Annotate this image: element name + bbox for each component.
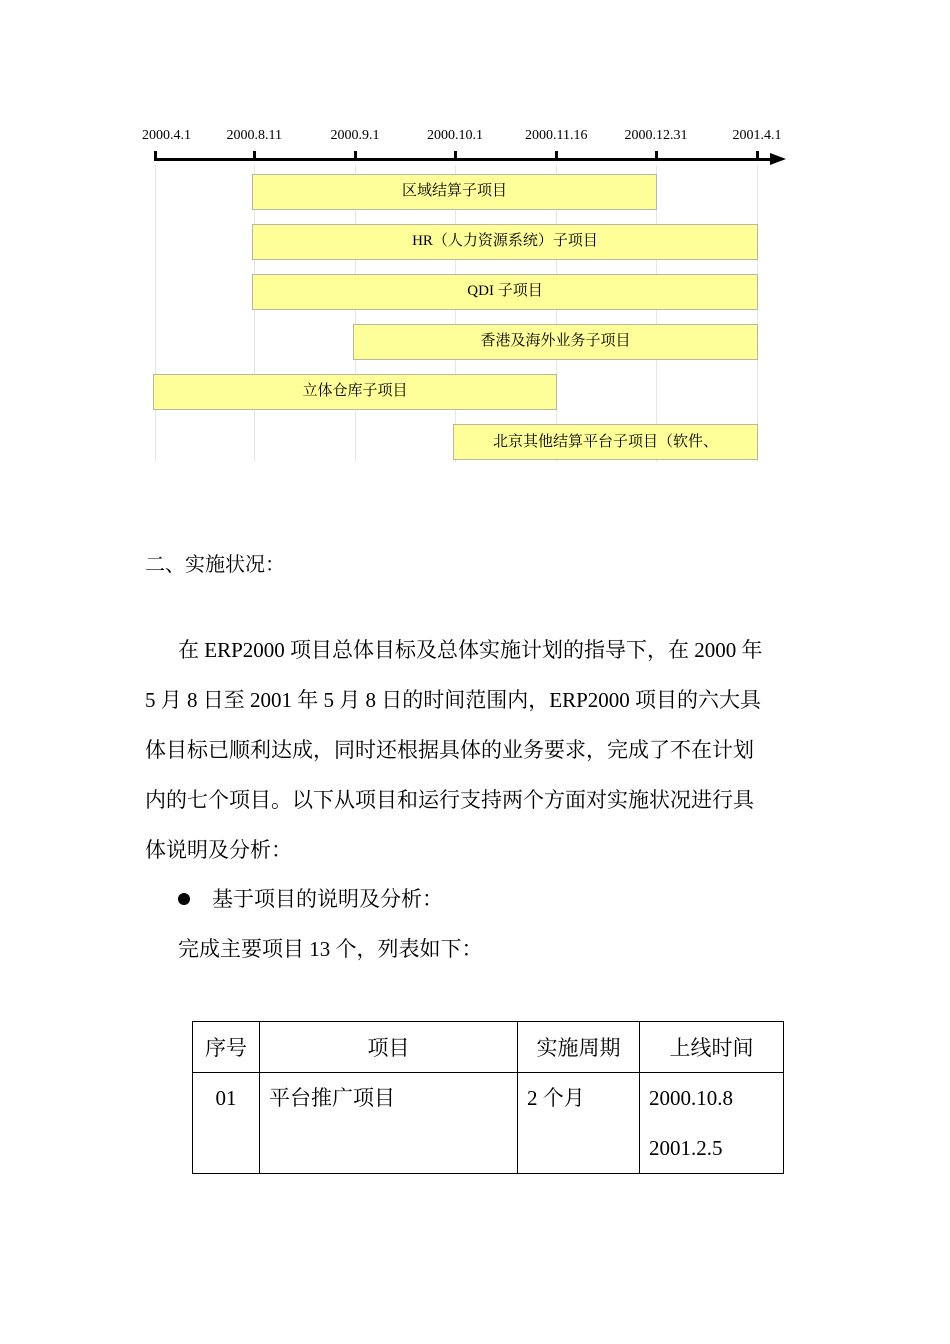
gantt-bar: 立体仓库子项目 (153, 374, 557, 410)
timeline-tick (756, 151, 759, 161)
timeline-axis (155, 158, 771, 161)
grid-line (757, 165, 758, 462)
section-heading: 二、实施状况： (145, 552, 285, 576)
cell-period: 2 个月 (518, 1073, 640, 1174)
timeline-tick (454, 151, 457, 161)
gantt-bar: 北京其他结算平台子项目（软件、 (453, 424, 758, 460)
project-table (192, 1021, 784, 1174)
gantt-bar: 区域结算子项目 (252, 174, 657, 210)
gantt-chart (0, 0, 950, 480)
paragraph-line: 体说明及分析： (145, 838, 292, 862)
summary-line: 完成主要项目 13 个，列表如下： (178, 937, 483, 961)
timeline-date-label: 2000.8.11 (226, 128, 282, 143)
timeline-arrow-icon (770, 153, 786, 165)
paragraph-line: 体目标已顺利达成，同时还根据具体的业务要求，完成了不在计划 (145, 738, 754, 762)
timeline-tick (154, 151, 157, 161)
table-row (193, 1073, 784, 1174)
paragraph-line: 5 月 8 日至 2001 年 5 月 8 日的时间范围内，ERP2000 项目的六大具 (145, 688, 762, 712)
timeline-tick (555, 151, 558, 161)
timeline-date-label: 2001.4.1 (732, 128, 782, 143)
paragraph-line: 内的七个项目。以下从项目和运行支持两个方面对实施状况进行具 (145, 788, 754, 812)
timeline-tick (655, 151, 658, 161)
paragraph-line: 在 ERP2000 项目总体目标及总体实施计划的指导下，在 2000 年 (178, 638, 763, 662)
timeline-tick (354, 151, 357, 161)
timeline-date-label: 2000.4.1 (142, 128, 191, 143)
table-header-row (193, 1022, 784, 1073)
timeline-date-label: 2000.10.1 (427, 128, 483, 143)
timeline-date-label: 2000.11.16 (525, 128, 588, 143)
gantt-bar: QDI 子项目 (252, 274, 758, 310)
cell-golive (640, 1073, 784, 1174)
bullet-item (178, 874, 443, 924)
cell-no: 01 (193, 1073, 260, 1174)
header-no: 序号 (193, 1022, 260, 1073)
timeline-tick (253, 151, 256, 161)
golive-date: 2001.2.5 (649, 1136, 723, 1160)
golive-date: 2000.10.8 (649, 1086, 733, 1110)
header-period: 实施周期 (518, 1022, 640, 1073)
gantt-bar: 香港及海外业务子项目 (353, 324, 758, 360)
header-project: 项目 (260, 1022, 518, 1073)
grid-line (155, 165, 156, 462)
header-golive: 上线时间 (640, 1022, 784, 1073)
bullet-dot-icon (178, 893, 190, 905)
timeline-date-label: 2000.9.1 (330, 128, 380, 143)
timeline-date-label: 2000.12.31 (624, 128, 688, 143)
cell-project: 平台推广项目 (260, 1073, 518, 1174)
bullet-text: 基于项目的说明及分析： (212, 887, 443, 911)
gantt-bar: HR（人力资源系统）子项目 (252, 224, 758, 260)
body-paragraph (145, 625, 810, 875)
